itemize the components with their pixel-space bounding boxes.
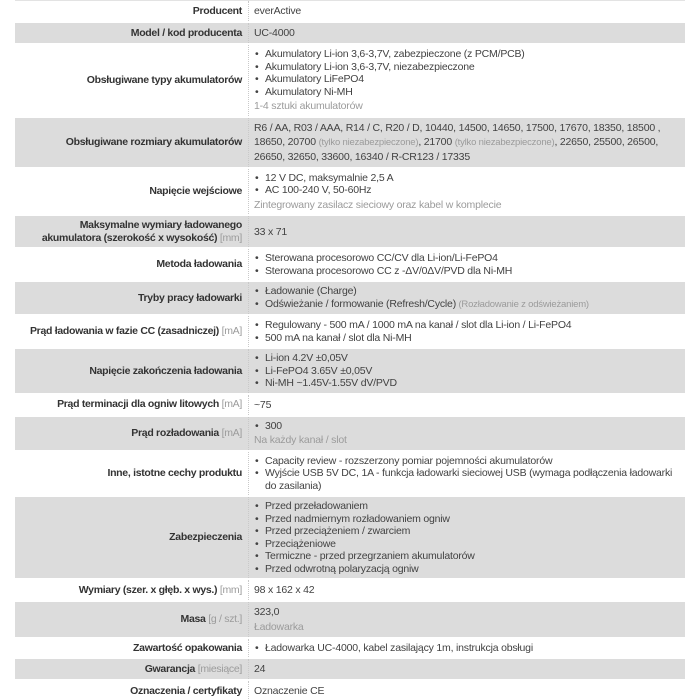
spec-value-text xyxy=(254,121,675,164)
spec-label-text: Obsługiwane typy akumulatorów xyxy=(86,74,242,86)
spec-label-text-wrap xyxy=(25,27,242,40)
spec-value-text xyxy=(254,583,675,597)
spec-label-text-wrap xyxy=(25,292,242,305)
spec-row-value xyxy=(248,282,685,314)
spec-value-segment: everActive xyxy=(254,5,302,17)
spec-label-text-wrap xyxy=(25,398,242,411)
spec-label-text: Zawartość opakowania xyxy=(133,641,242,654)
spec-label-text-wrap xyxy=(25,219,242,244)
spec-row-label xyxy=(15,23,248,43)
spec-row xyxy=(15,1,685,21)
spec-row-value xyxy=(248,602,685,637)
spec-bullet-segment: Akumulatory Ni-MH xyxy=(265,85,353,98)
spec-bullet-segment: Ładowarka UC-4000, kabel zasilający 1m, instrukcja obsługi xyxy=(265,641,533,654)
spec-value-segment: 33 x 71 xyxy=(254,225,288,238)
spec-row-value xyxy=(248,681,685,700)
spec-value-segment: , 21700 xyxy=(418,135,455,148)
spec-value-bullets xyxy=(254,352,675,390)
spec-bullet-segment: Przeciążeniowe xyxy=(265,537,336,550)
spec-bullet-segment: 12 V DC, maksymalnie 2,5 A xyxy=(265,171,394,184)
spec-label-text-wrap xyxy=(25,663,242,676)
spec-bullet-segment: Regulowany - 500 mA / 1000 mA na kanał / slot dla Li-ion / Li-FePO4 xyxy=(265,319,572,331)
spec-label-text: Prąd rozładowania xyxy=(131,426,219,439)
spec-bullet-item xyxy=(254,513,675,526)
spec-bullet-segment: Sterowana procesorowo CC z -ΔV/0ΔV/PVD dla Ni-MH xyxy=(265,264,513,277)
spec-row-label xyxy=(15,497,248,578)
spec-row-label xyxy=(15,118,248,167)
spec-row xyxy=(15,347,685,393)
spec-bullet-muted-segment: (Rozładowanie z odświeżaniem) xyxy=(456,298,589,310)
spec-label-text-wrap xyxy=(25,642,242,655)
spec-row-label xyxy=(15,216,248,247)
spec-value-text xyxy=(254,26,675,40)
spec-label-unit: [miesiące] xyxy=(197,662,242,675)
spec-label-text-wrap xyxy=(25,685,242,698)
spec-bullet-item xyxy=(254,377,675,390)
spec-label-text-wrap xyxy=(25,531,242,544)
spec-row-label xyxy=(15,659,248,679)
spec-bullet-item xyxy=(254,642,675,655)
spec-row-value xyxy=(248,639,685,658)
spec-bullet-item xyxy=(254,61,675,74)
spec-value-text xyxy=(254,605,675,619)
spec-row-label xyxy=(15,45,248,116)
spec-value-text xyxy=(254,225,675,239)
spec-row-value xyxy=(248,169,685,215)
spec-bullet-segment: Wyjście USB 5V DC, 1A - funkcja ładowarki sieciowej USB (wymaga podłączenia ładowarki do zasilania) xyxy=(265,467,673,492)
spec-value-bullets xyxy=(254,500,675,575)
spec-bullet-item xyxy=(254,563,675,576)
spec-bullet-item xyxy=(254,184,675,197)
spec-value-segment: UC-4000 xyxy=(254,27,295,39)
spec-label-text: Producent xyxy=(192,4,242,17)
spec-bullet-segment: 500 mA na kanał / slot dla Ni-MH xyxy=(265,331,412,344)
spec-label-text-wrap xyxy=(25,74,242,87)
spec-row-value xyxy=(248,395,685,415)
spec-value-bullets xyxy=(254,319,675,344)
spec-value-segment: Oznaczenie CE xyxy=(254,685,325,697)
spec-value-text xyxy=(254,398,675,412)
spec-bullet-segment: Capacity review - rozszerzony pomiar pojemności akumulatorów xyxy=(265,454,553,467)
spec-label-text-wrap xyxy=(25,427,242,440)
spec-bullet-item xyxy=(254,73,675,86)
spec-label-text-wrap xyxy=(25,467,242,480)
spec-value-bullets xyxy=(254,285,675,311)
spec-bullet-item xyxy=(254,420,675,433)
spec-label-unit: [mA] xyxy=(221,426,242,439)
spec-value-muted-segment: (tylko niezabezpieczone) xyxy=(454,136,555,148)
spec-value-segment: 98 x 162 x 42 xyxy=(254,584,315,596)
spec-bullet-item xyxy=(254,455,675,468)
spec-value-note: Ładowarka xyxy=(254,621,304,633)
spec-row-value xyxy=(248,316,685,347)
spec-row xyxy=(15,637,685,658)
spec-row-label xyxy=(15,282,248,314)
spec-row-value xyxy=(248,1,685,21)
spec-row-label xyxy=(15,417,248,450)
spec-bullet-item xyxy=(254,500,675,513)
spec-value-segment: , 22650, 25500, 26500, 26650, 32650, 33600, 16340 / R-CR123 / 17335 xyxy=(254,135,659,163)
spec-label-text: Wymiary (szer. x głęb. x wys.) xyxy=(78,583,218,596)
spec-row-value xyxy=(248,23,685,43)
spec-bullet-segment: Przed odwrotną polaryzacją ogniw xyxy=(265,562,419,575)
spec-value-note: Zintegrowany zasilacz sieciowy oraz kabel w komplecie xyxy=(254,198,502,211)
spec-label-text-wrap xyxy=(25,258,242,271)
spec-value-segment: 24 xyxy=(254,663,266,675)
spec-bullet-item xyxy=(254,365,675,378)
spec-row-value xyxy=(248,216,685,247)
spec-row xyxy=(15,600,685,637)
spec-label-text-wrap xyxy=(25,365,242,378)
spec-label-text-wrap xyxy=(25,136,242,149)
spec-row xyxy=(15,578,685,600)
spec-bullet-item xyxy=(254,319,675,332)
spec-bullet-item xyxy=(254,265,675,278)
spec-value-segment: 323,0 xyxy=(254,606,280,618)
spec-value-bullets xyxy=(254,48,675,98)
spec-row xyxy=(15,393,685,415)
spec-row-value xyxy=(248,118,685,167)
spec-bullet-item xyxy=(254,172,675,185)
spec-bullet-item xyxy=(254,298,675,312)
spec-row xyxy=(15,116,685,167)
spec-row-label xyxy=(15,580,248,600)
spec-bullet-segment: Akumulatory LiFePO4 xyxy=(265,73,364,85)
spec-value-bullets xyxy=(254,455,675,493)
spec-row xyxy=(15,247,685,280)
spec-row xyxy=(15,21,685,43)
spec-value-note: 1-4 sztuki akumulatorów xyxy=(254,100,363,112)
spec-label-unit: [mA] xyxy=(221,325,242,338)
spec-bullet-item xyxy=(254,538,675,551)
spec-bullet-item xyxy=(254,285,675,298)
spec-label-text: Model / kod producenta xyxy=(130,26,242,39)
spec-label-text: Tryby pracy ładowarki xyxy=(137,291,242,304)
spec-row-value xyxy=(248,417,685,450)
spec-row xyxy=(15,167,685,215)
spec-bullet-segment: Akumulatory Li-ion 3,6-3,7V, zabezpieczone (z PCM/PCB) xyxy=(265,48,525,60)
spec-row-label xyxy=(15,639,248,658)
spec-row-label xyxy=(15,349,248,393)
spec-bullet-segment: Li-ion 4.2V ±0,05V xyxy=(265,352,348,364)
spec-row-label xyxy=(15,1,248,21)
spec-row-value xyxy=(248,659,685,679)
spec-value-text xyxy=(254,662,675,676)
spec-label-text-wrap xyxy=(25,325,242,338)
spec-value-bullets xyxy=(254,172,675,197)
spec-bullet-segment: 300 xyxy=(265,419,282,432)
spec-label-text: Oznaczenia / certyfikaty xyxy=(130,684,242,697)
spec-label-text: Maksymalne wymiary ładowanego akumulatora (szerokość x wysokość) xyxy=(41,219,242,244)
spec-bullet-segment: Przed przeciążeniem / zwarciem xyxy=(265,525,411,537)
spec-value-segment: R6 / AA, R03 / AAA, R14 / C, R20 / D, 10440, 14500, 14650, 17500, 17670, 18350, 18500 , 18650, 20700 xyxy=(254,121,661,148)
spec-label-text: Obsługiwane rozmiary akumulatorów xyxy=(65,135,242,148)
spec-row xyxy=(15,450,685,496)
spec-label-text-wrap xyxy=(25,613,242,626)
spec-row-label xyxy=(15,452,248,496)
spec-bullet-segment: Ładowanie (Charge) xyxy=(265,285,357,297)
spec-bullet-segment: AC 100-240 V, 50-60Hz xyxy=(265,184,372,196)
spec-bullet-segment: Odświeżanie / formowanie (Refresh/Cycle) xyxy=(265,297,456,310)
spec-bullet-item xyxy=(254,467,675,492)
spec-row-label xyxy=(15,316,248,347)
spec-value-note: Na każdy kanał / slot xyxy=(254,434,347,446)
spec-row xyxy=(15,679,685,700)
spec-bullet-segment: Li-FePO4 3.65V ±0,05V xyxy=(265,364,373,377)
spec-bullet-segment: Termiczne - przed przegrzaniem akumulatorów xyxy=(265,550,475,562)
spec-label-unit: [mm] xyxy=(219,231,242,244)
spec-label-text-wrap xyxy=(25,5,242,18)
spec-row-label xyxy=(15,249,248,280)
spec-row xyxy=(15,43,685,116)
spec-label-text: Metoda ładowania xyxy=(156,258,242,271)
spec-label-text: Prąd terminacji dla ogniw litowych xyxy=(57,398,219,411)
spec-value-text xyxy=(254,4,675,18)
spec-row xyxy=(15,415,685,450)
spec-bullet-segment: Ni-MH ~1.45V-1.55V dV/PVD xyxy=(265,377,397,389)
spec-value-bullets xyxy=(254,420,675,433)
spec-bullet-item xyxy=(254,86,675,99)
spec-value-segment: ~75 xyxy=(254,398,272,411)
spec-label-text: Napięcie wejściowe xyxy=(149,185,242,197)
product-spec-table xyxy=(15,0,685,700)
spec-bullet-item xyxy=(254,352,675,365)
spec-row-value xyxy=(248,349,685,393)
spec-bullet-segment: Przed przeładowaniem xyxy=(265,500,368,512)
spec-bullet-segment: Przed nadmiernym rozładowaniem ogniw xyxy=(265,512,450,525)
spec-bullet-segment: Sterowana procesorowo CC/CV dla Li-ion/Li-FePO4 xyxy=(265,252,498,264)
spec-row-label xyxy=(15,602,248,637)
spec-row xyxy=(15,280,685,314)
spec-label-text-wrap xyxy=(25,185,242,198)
spec-label-unit: [g / szt.] xyxy=(208,613,242,625)
spec-label-text: Masa xyxy=(180,613,206,625)
spec-bullet-item xyxy=(254,252,675,265)
spec-row-label xyxy=(15,395,248,415)
spec-row-value xyxy=(248,249,685,280)
spec-label-unit: [mA] xyxy=(221,398,242,411)
spec-label-text: Napięcie zakończenia ładowania xyxy=(89,364,242,377)
spec-value-text xyxy=(254,684,675,698)
spec-label-text: Prąd ładowania w fazie CC (zasadniczej) xyxy=(29,325,219,338)
spec-bullet-item xyxy=(254,550,675,563)
spec-row-value xyxy=(248,580,685,600)
spec-bullet-item xyxy=(254,48,675,61)
spec-value-bullets xyxy=(254,252,675,277)
spec-label-text-wrap xyxy=(25,584,242,597)
spec-label-unit: [mm] xyxy=(219,583,242,596)
spec-bullet-item xyxy=(254,525,675,538)
spec-row-value xyxy=(248,45,685,116)
spec-row xyxy=(15,495,685,578)
spec-row xyxy=(15,214,685,247)
spec-bullet-segment: Akumulatory Li-ion 3,6-3,7V, niezabezpieczone xyxy=(265,60,475,73)
spec-row-value xyxy=(248,497,685,578)
spec-row xyxy=(15,314,685,347)
spec-bullet-item xyxy=(254,332,675,345)
spec-label-text: Inne, istotne cechy produktu xyxy=(107,467,242,479)
spec-row-value xyxy=(248,452,685,496)
spec-value-bullets xyxy=(254,642,675,655)
spec-row xyxy=(15,657,685,679)
spec-label-text: Gwarancja xyxy=(144,662,196,675)
spec-value-muted-segment: (tylko niezabezpieczone) xyxy=(318,136,419,148)
spec-label-text: Zabezpieczenia xyxy=(169,531,242,544)
spec-row-label xyxy=(15,169,248,215)
spec-row-label xyxy=(15,681,248,700)
